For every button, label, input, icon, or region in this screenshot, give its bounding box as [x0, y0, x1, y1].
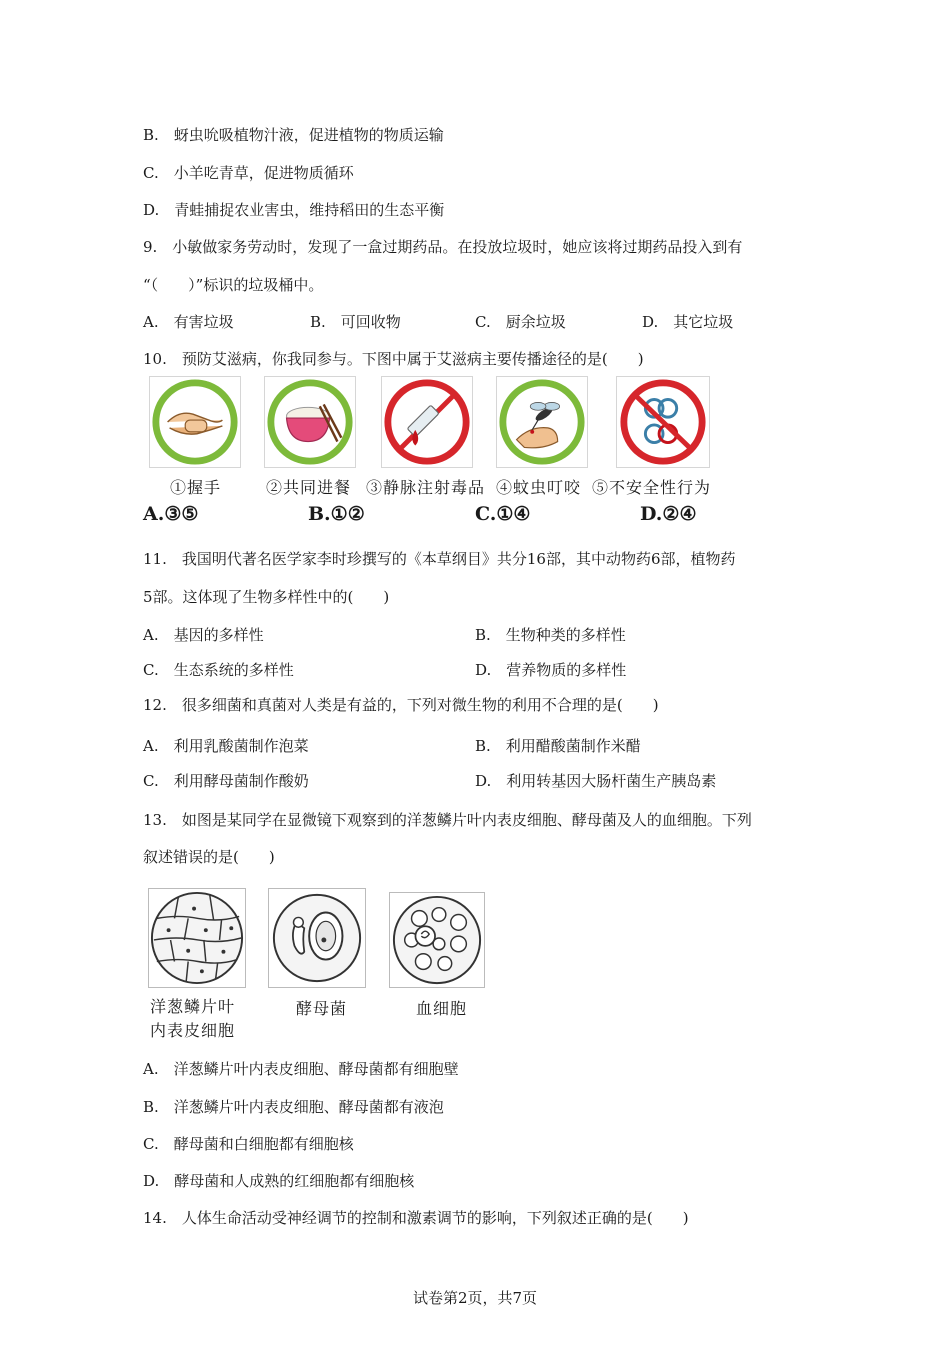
q13-option-b: B. 洋葱鳞片叶内表皮细胞、酵母菌都有液泡 [143, 1098, 444, 1116]
q13-option-a: A. 洋葱鳞片叶内表皮细胞、酵母菌都有细胞壁 [143, 1060, 459, 1078]
q10-option-c: C.①④ [475, 503, 531, 525]
rice-bowl-icon [264, 376, 356, 468]
q11-stem-line1: 11. 我国明代著名医学家李时珍撰写的《本草纲目》共分16部，其中动物药6部，植物药 [143, 550, 736, 568]
q13-caption-onion-2: 内表皮细胞 [150, 1021, 236, 1040]
q12-stem: 12. 很多细菌和真菌对人类是有益的，下列对微生物的利用不合理的是( ) [143, 696, 659, 714]
q11-stem-line2: 5部。这体现了生物多样性中的( ) [143, 588, 390, 606]
gender-symbol-icon [616, 376, 710, 468]
q11-option-b: B. 生物种类的多样性 [475, 626, 626, 644]
page-footer: 试卷第2页，共7页 [412, 1289, 538, 1307]
yeast-cell-image [268, 888, 366, 988]
q13-option-c: C. 酵母菌和白细胞都有细胞核 [143, 1135, 354, 1153]
q9-stem-line2: “（ ）”标识的垃圾桶中。 [143, 276, 324, 294]
q8-option-d: D. 青蛙捕捉农业害虫，维持稻田的生态平衡 [143, 201, 445, 219]
q9-option-b: B. 可回收物 [310, 313, 401, 331]
q13-caption-blood: 血细胞 [416, 999, 468, 1018]
q13-caption-yeast: 酵母菌 [296, 999, 348, 1018]
q10-caption-5: ⑤不安全性行为 [592, 478, 712, 497]
q10-caption-4: ④蚊虫叮咬 [496, 478, 582, 497]
q9-option-d: D. 其它垃圾 [642, 313, 734, 331]
handshake-icon [149, 376, 241, 468]
onion-cell-image [148, 888, 246, 988]
q12-option-d: D. 利用转基因大肠杆菌生产胰岛素 [475, 772, 717, 790]
q12-option-b: B. 利用醋酸菌制作米醋 [475, 737, 641, 755]
q12-option-a: A. 利用乳酸菌制作泡菜 [143, 737, 309, 755]
q9-stem-line1: 9. 小敏做家务劳动时，发现了一盒过期药品。在投放垃圾时，她应该将过期药品投入到有 [143, 238, 743, 256]
q11-option-a: A. 基因的多样性 [143, 626, 264, 644]
syringe-icon [381, 376, 473, 468]
mosquito-icon [496, 376, 588, 468]
q10-caption-3: ③静脉注射毒品 [366, 478, 486, 497]
q8-option-b: B. 蚜虫吮吸植物汁液，促进植物的物质运输 [143, 126, 444, 144]
q13-option-d: D. 酵母菌和人成熟的红细胞都有细胞核 [143, 1172, 415, 1190]
q10-option-d: D.②④ [640, 503, 697, 525]
q10-stem: 10. 预防艾滋病，你我同参与。下图中属于艾滋病主要传播途径的是( ) [143, 350, 644, 368]
q8-option-c: C. 小羊吃青草，促进物质循环 [143, 164, 354, 182]
q10-option-b: B.①② [308, 503, 365, 525]
q9-option-c: C. 厨余垃圾 [475, 313, 566, 331]
q13-caption-onion-1: 洋葱鳞片叶 [150, 997, 236, 1016]
q11-option-c: C. 生态系统的多样性 [143, 661, 294, 679]
q13-stem-line1: 13. 如图是某同学在显微镜下观察到的洋葱鳞片叶内表皮细胞、酵母菌及人的血细胞。下列 [143, 811, 752, 829]
q11-option-d: D. 营养物质的多样性 [475, 661, 627, 679]
q13-stem-line2: 叙述错误的是( ) [143, 848, 275, 866]
q14-stem: 14. 人体生命活动受神经调节的控制和激素调节的影响，下列叙述正确的是( ) [143, 1209, 689, 1227]
q12-option-c: C. 利用酵母菌制作酸奶 [143, 772, 309, 790]
q9-option-a: A. 有害垃圾 [143, 313, 234, 331]
q10-caption-1: ①握手 [170, 478, 222, 497]
q10-caption-2: ②共同进餐 [266, 478, 352, 497]
blood-cell-image [389, 892, 485, 988]
q10-option-a: A.③⑤ [143, 503, 199, 525]
